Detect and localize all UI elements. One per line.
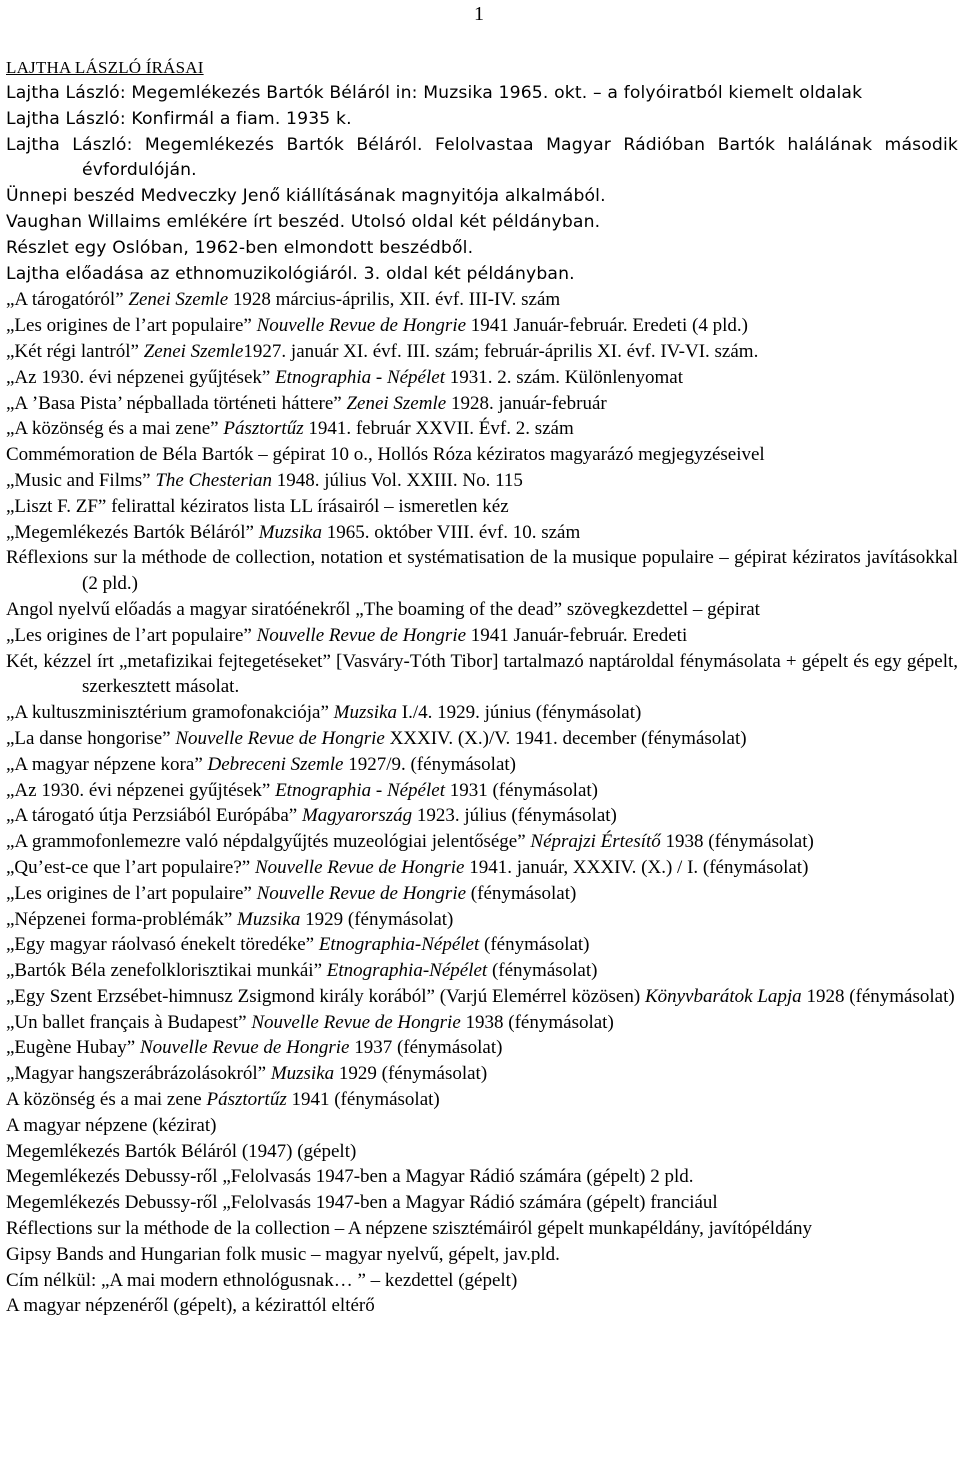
bibliography-entry (6, 391, 958, 417)
entry-list (6, 81, 958, 1319)
bibliography-entry (6, 494, 958, 520)
entry-publication-title: Nouvelle Revue de Hongrie (254, 856, 465, 878)
bibliography-entry (6, 932, 958, 958)
entry-publication-title: Etnographia - Népélet (275, 779, 445, 801)
entry-publication-title: Debreceni Szemle (207, 753, 344, 775)
bibliography-entry (6, 958, 958, 984)
entry-text: „Egy magyar ráolvasó énekelt töredéke” (6, 934, 319, 956)
entry-text: Megemlékezés Debussy-ről „Felolvasás 1947-ben a Magyar Rádió számára (gépelt) franciául (6, 1192, 718, 1214)
entry-publication-title: Muzsika (270, 1063, 335, 1085)
entry-text: „Magyar hangszerábrázolásokról” (6, 1063, 271, 1085)
entry-text: 1941 (fénymásolat) (286, 1089, 440, 1111)
page-number: 1 (474, 3, 484, 25)
entry-text: „Les origines de l’art populaire” (6, 624, 257, 646)
document-heading: LAJTHA LÁSZLÓ ÍRÁSAI (6, 58, 204, 77)
bibliography-entry (6, 984, 958, 1010)
bibliography-entry (6, 1139, 958, 1165)
entry-text: „Az 1930. évi népzenei gyűjtések” (6, 779, 276, 801)
entry-text: Lajtha előadása az ethnomuzikológiáról. 3. oldal két példányban. (6, 263, 575, 284)
bibliography-entry (6, 1113, 958, 1139)
entry-text: „Megemlékezés Bartók Béláról” (6, 521, 259, 543)
bibliography-entry (6, 210, 958, 236)
bibliography-entry (6, 855, 958, 881)
entry-text: 1928 (fénymásolat) (801, 985, 955, 1007)
entry-publication-title: Pásztortűz (206, 1089, 287, 1111)
entry-text: „A magyar népzene kora” (6, 753, 208, 775)
entry-text: „Eugène Hubay” (6, 1037, 140, 1059)
entry-publication-title: Könyvbarátok Lapja (644, 985, 802, 1007)
entry-publication-title: The Chesterian (155, 469, 272, 491)
entry-text: Gipsy Bands and Hungarian folk music – magyar nyelvű, gépelt, jav.pld. (6, 1243, 560, 1265)
entry-text: Vaughan Willaims emlékére írt beszéd. Utolsó oldal két példányban. (6, 211, 601, 232)
entry-text: 1928. január-február (446, 392, 607, 414)
entry-publication-title: Etnographia-Népélet (318, 934, 480, 956)
entry-text: „La danse hongorise” (6, 727, 176, 749)
bibliography-entry (6, 597, 958, 623)
bibliography-entry (6, 829, 958, 855)
entry-text: „Egy Szent Erzsébet-himnusz Zsigmond király korából” (Varjú Elemérrel közösen) (6, 985, 645, 1007)
entry-publication-title: Muzsika (258, 521, 323, 543)
bibliography-entry (6, 1242, 958, 1268)
entry-text: „Bartók Béla zenefolklorisztikai munkái” (6, 960, 327, 982)
entry-text: „Music and Films” (6, 469, 156, 491)
entry-text: Lajtha László: Konfirmál a fiam. 1935 k. (6, 108, 352, 129)
entry-text: Commémoration de Béla Bartók – gépirat 10 o., Hollós Róza kéziratos magyarázó megjegyzéseivel (6, 444, 765, 466)
bibliography-entry (6, 907, 958, 933)
entry-text: 1929 (fénymásolat) (300, 908, 454, 930)
entry-publication-title: Nouvelle Revue de Hongrie (256, 882, 467, 904)
entry-text: 1937 (fénymásolat) (349, 1037, 503, 1059)
entry-text: 1941 Január-február. Eredeti (4 pld.) (466, 315, 748, 337)
entry-publication-title: Muzsika (333, 702, 397, 724)
bibliography-entry (6, 1216, 958, 1242)
bibliography-entry (6, 545, 958, 597)
bibliography-entry (6, 623, 958, 649)
entry-text: Részlet egy Oslóban, 1962-ben elmondott beszédből. (6, 237, 474, 258)
entry-text: 1931 (fénymásolat) (444, 779, 598, 801)
entry-text: „Un ballet français à Budapest” (6, 1011, 252, 1033)
entry-publication-title: Nouvelle Revue de Hongrie (256, 624, 467, 646)
bibliography-entry (6, 752, 958, 778)
bibliography-entry (6, 1010, 958, 1036)
entry-text: Cím nélkül: „A mai modern ethnológusnak… ” – kezdettel (gépelt) (6, 1269, 518, 1291)
entry-text: Réflections sur la méthode de la collection – A népzene szisztémáiról gépelt munkapéldány, javítópéldány (6, 1218, 813, 1240)
entry-text: 1923. július (fénymásolat) (412, 805, 617, 827)
entry-publication-title: Nouvelle Revue de Hongrie (251, 1011, 461, 1033)
entry-text: (fénymásolat) (466, 882, 577, 904)
bibliography-entry (6, 1087, 958, 1113)
entry-publication-title: Etnographia - Népélet (275, 366, 445, 388)
entry-publication-title: Magyarország (301, 805, 413, 827)
bibliography-entry (6, 133, 958, 185)
entry-text: 1928 március-április, XII. évf. III-IV. szám (228, 289, 561, 311)
bibliography-entry (6, 184, 958, 210)
entry-text: „A tárogatóról” (6, 289, 129, 311)
bibliography-entry (6, 649, 958, 701)
bibliography-entry (6, 262, 958, 288)
entry-text: Angol nyelvű előadás a magyar siratóénekről „The boaming of the dead” szövegkezdettel – gépirat (6, 598, 760, 620)
entry-text: 1941. február XXVII. Évf. 2. szám (303, 418, 574, 440)
document-body (6, 55, 958, 1319)
entry-text: „Népzenei forma-problémák” (6, 908, 238, 930)
entry-text: „Két régi lantról” (6, 340, 144, 362)
bibliography-entry (6, 1293, 958, 1319)
entry-text: 1931. 2. szám. Különlenyomat (444, 366, 683, 388)
bibliography-entry (6, 520, 958, 546)
entry-text: „A kultuszminisztérium gramofonakciója” (6, 702, 334, 724)
bibliography-entry (6, 1164, 958, 1190)
entry-text: „Les origines de l’art populaire” (6, 882, 257, 904)
entry-text: Megemlékezés Bartók Béláról (1947) (gépelt) (6, 1140, 357, 1162)
entry-publication-title: Nouvelle Revue de Hongrie (140, 1037, 350, 1059)
bibliography-entry (6, 803, 958, 829)
entry-publication-title: Etnographia-Népélet (326, 960, 488, 982)
bibliography-entry (6, 416, 958, 442)
entry-publication-title: Zenei Szemle (346, 392, 447, 414)
entry-publication-title: Nouvelle Revue de Hongrie (175, 727, 385, 749)
bibliography-entry (6, 81, 958, 107)
entry-text: Két, kézzel írt „metafizikai fejtegetéseket” [Vasváry-Tóth Tibor] tartalmazó naptároldal fénymásolata + gépelt és egy gépelt, szerkesztett másolat. (6, 650, 958, 698)
entry-text: 1948. július Vol. XXIII. No. 115 (272, 469, 523, 491)
entry-text: 1929 (fénymásolat) (334, 1063, 488, 1085)
entry-text: „Qu’est-ce que l’art populaire?” (6, 856, 255, 878)
entry-text: 1941 Január-február. Eredeti (466, 624, 688, 646)
entry-publication-title: Nouvelle Revue de Hongrie (256, 315, 467, 337)
entry-text: 1965. október VIII. évf. 10. szám (322, 521, 581, 543)
bibliography-entry (6, 881, 958, 907)
entry-text: „A ’Basa Pista’ népballada történeti háttere” (6, 392, 347, 414)
bibliography-entry (6, 313, 958, 339)
entry-text: 1927/9. (fénymásolat) (343, 753, 516, 775)
entry-text: 1941. január, XXXIV. (X.) / I. (fénymásolat) (464, 856, 809, 878)
bibliography-entry (6, 1035, 958, 1061)
bibliography-entry (6, 107, 958, 133)
entry-text: „A közönség és a mai zene” (6, 418, 224, 440)
bibliography-entry (6, 339, 958, 365)
entry-text: Réflexions sur la méthode de collection, notation et systématisation de la musique populaire – gépirat kéziratos javításokkal (2 pld.) (6, 547, 958, 595)
entry-text: (fénymásolat) (479, 934, 590, 956)
entry-text: „Liszt F. ZF” felirattal kéziratos lista LL írásairól – ismeretlen kéz (6, 495, 509, 517)
entry-text: A magyar népzene (kézirat) (6, 1114, 217, 1136)
bibliography-entry (6, 700, 958, 726)
entry-publication-title: Pásztortűz (223, 418, 304, 440)
bibliography-entry (6, 236, 958, 262)
entry-text: Lajtha László: Megemlékezés Bartók Béláról in: Muzsika 1965. okt. – a folyóiratból kiemelt oldalak (6, 83, 863, 103)
entry-publication-title: Zenei Szemle (143, 340, 244, 362)
entry-publication-title: Néprajzi Értesítő (530, 831, 661, 853)
entry-text: 1927. január XI. évf. III. szám; február-április XI. évf. IV-VI. szám. (243, 340, 759, 362)
bibliography-entry (6, 1268, 958, 1294)
entry-text: „A tárogató útja Perzsiából Európába” (6, 805, 302, 827)
bibliography-entry (6, 442, 958, 468)
entry-text: 1938 (fénymásolat) (660, 831, 814, 853)
bibliography-entry (6, 1190, 958, 1216)
bibliography-entry (6, 1061, 958, 1087)
bibliography-entry (6, 778, 958, 804)
entry-text: Megemlékezés Debussy-ről „Felolvasás 1947-ben a Magyar Rádió számára (gépelt) 2 pld. (6, 1166, 694, 1188)
entry-text: „A grammofonlemezre való népdalgyűjtés muzeológiai jelentősége” (6, 831, 531, 853)
bibliography-entry (6, 726, 958, 752)
entry-text: A közönség és a mai zene (6, 1089, 207, 1111)
entry-text: Ünnepi beszéd Medveczky Jenő kiállításának magnyitója alkalmából. (6, 186, 606, 207)
bibliography-entry (6, 365, 958, 391)
entry-publication-title: Zenei Szemle (128, 289, 229, 311)
entry-text: XXXIV. (X.)/V. 1941. december (fénymásolat) (384, 727, 747, 749)
entry-text: Lajtha László: Megemlékezés Bartók Béláról. Felolvastaa Magyar Rádióban Bartók halálának második évfordulóján. (6, 134, 958, 181)
entry-text: I./4. 1929. június (fénymásolat) (397, 702, 642, 724)
entry-text: (fénymásolat) (487, 960, 598, 982)
bibliography-entry (6, 468, 958, 494)
entry-text: 1938 (fénymásolat) (460, 1011, 614, 1033)
entry-text: A magyar népzenéről (gépelt), a kézirattól eltérő (6, 1295, 375, 1317)
entry-text: „Les origines de l’art populaire” (6, 315, 257, 337)
entry-text: „Az 1930. évi népzenei gyűjtések” (6, 366, 276, 388)
entry-publication-title: Muzsika (237, 908, 301, 930)
bibliography-entry (6, 287, 958, 313)
